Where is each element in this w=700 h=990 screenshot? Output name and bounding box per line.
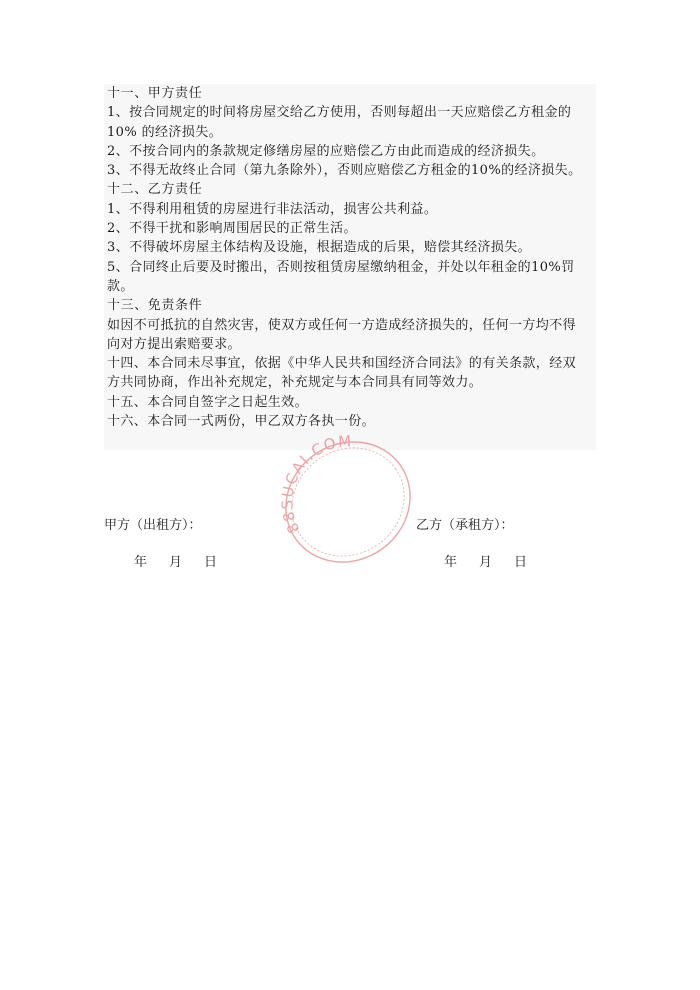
month-label: 月	[169, 555, 183, 570]
party-b-date	[444, 551, 527, 570]
clause-line: 3、不得破坏房屋主体结构及设施，根据造成的后果，赔偿其经济损失。	[107, 240, 532, 256]
clause-line: 如因不可抵抗的自然灾害，使双方或任何一方造成经济损失的，任何一方均不得	[107, 317, 577, 333]
watermark-stamp	[278, 432, 418, 572]
year-label: 年	[444, 555, 458, 570]
clause-line: 1、不得利用租赁的房屋进行非法活动，损害公共利益。	[107, 201, 438, 217]
watermark-text: 88SUCAI.COM	[278, 432, 353, 537]
day-label: 日	[514, 555, 528, 570]
svg-text:88SUCAI.COM	[278, 432, 353, 536]
clause-line: 向对方提出索赔要求。	[107, 336, 242, 352]
clause-heading: 十一、甲方责任	[107, 86, 203, 101]
party-a-label: 甲方（出租方）：	[104, 518, 202, 533]
contract-clauses	[104, 84, 596, 450]
clause-line: 十四、本合同未尽事宜，依据《中华人民共和国经济合同法》的有关条款，经双	[107, 356, 577, 372]
clause-line: 5、合同终止后要及时搬出，否则按租赁房屋缴纳租金，并处以年租金的10%罚	[107, 259, 575, 275]
day-label: 日	[204, 555, 218, 570]
party-b-label: 乙方（承租方）：	[416, 518, 514, 533]
month-label: 月	[479, 555, 493, 570]
clause-heading: 十二、乙方责任	[107, 182, 203, 198]
clause-line: 十五、本合同自签字之日起生效。	[107, 394, 309, 410]
clause-line: 1、按合同规定的时间将房屋交给乙方使用，否则每超出一天应赔偿乙方租金的	[107, 105, 572, 121]
clause-line: 方共同协商，作出补充规定，补充规定与本合同具有同等效力。	[107, 375, 483, 391]
clause-line: 10% 的经济损失。	[107, 124, 223, 140]
clause-line: 2、不按合同内的条款规定修缮房屋的应赔偿乙方由此而造成的经济损失。	[107, 143, 545, 159]
party-a-date	[134, 551, 217, 570]
clause-line: 款。	[107, 278, 134, 294]
clause-heading: 十三、免责条件	[107, 298, 203, 314]
clause-line: 2、不得干扰和影响周围居民的正常生活。	[107, 221, 357, 237]
clause-line: 3、不得无故终止合同（第九条除外），否则应赔偿乙方租金的10%的经济损失。	[107, 163, 582, 179]
year-label: 年	[134, 555, 148, 570]
clause-line: 十六、本合同一式两份，甲乙双方各执一份。	[107, 414, 376, 430]
